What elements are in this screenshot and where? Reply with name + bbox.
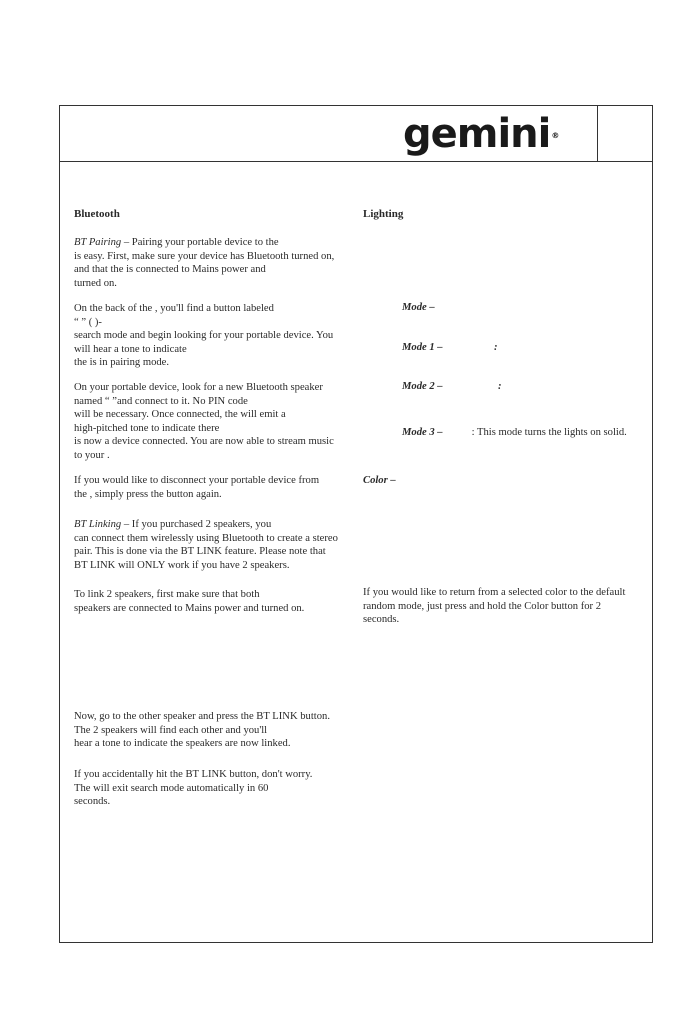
disconnect-line-2: the , simply press the button again. [74,488,222,500]
device-line-3: will be necessary. Once connected, the will emit a [74,409,286,420]
bt-linking-line-4: BT LINK will ONLY work if you have 2 speakers. [74,559,290,571]
device-line-6: to your . [74,449,110,461]
device-line-4: high-pitched tone to indicate there [74,422,220,434]
accident-line-3: seconds. [74,796,111,807]
lighting-heading: Lighting [363,208,404,220]
return-line-3: seconds. [363,614,400,625]
mode-1-colon: : [494,342,498,353]
mode-3-line: Mode 3 – : This mode turns the lights on solid. [402,427,627,438]
back-line-3: search mode and begin looking for your portable device. You [74,330,334,341]
device-line-5: is now a device connected. You are now able to stream music [74,436,334,447]
bt-linking-line-1: BT Linking – If you purchased 2 speakers, you [74,519,272,530]
back-line-5: the is in pairing mode. [74,357,170,368]
link-steps-line-1: To link 2 speakers, first make sure that both [74,589,260,600]
bluetooth-heading: Bluetooth [74,208,120,220]
bt-pairing-line-4: turned on. [74,277,117,289]
bt-linking-line-3: pair. This is done via the BT LINK feature. Please note that [74,546,326,557]
bt-pairing-line-3: and that the is connected to Mains power and [74,264,266,275]
mode-label: Mode – [402,302,435,313]
gemini-logo: gemini® [403,111,559,157]
back-line-2: “ ” ( )- [74,316,102,328]
header-corner-divider [597,105,598,162]
other-speaker-line-1: Now, go to the other speaker and press the BT LINK button. [74,711,330,722]
link-steps-line-2: speakers are connected to Mains power and turned on. [74,602,305,614]
bt-pairing-line-2: is easy. First, make sure your device has Bluetooth turned on, [74,250,335,262]
return-line-1: If you would like to return from a selected color to the default [363,587,626,598]
other-speaker-line-3: hear a tone to indicate the speakers are now linked. [74,738,291,749]
accident-line-2: The will exit search mode automatically in 60 [74,782,269,794]
mode-2-label: Mode 2 – [402,381,443,392]
color-label: Color – [363,475,396,486]
bt-linking-line-2: can connect them wirelessly using Bluetooth to create a stereo [74,532,338,544]
device-line-1: On your portable device, look for a new Bluetooth speaker [74,382,323,393]
disconnect-line-1: If you would like to disconnect your portable device from [74,475,320,486]
back-line-1: On the back of the , you'll find a button labeled [74,303,274,314]
header-divider [59,161,653,162]
other-speaker-line-2: The 2 speakers will find each other and you'll [74,724,268,736]
back-line-4: will hear a tone to indicate [74,343,187,355]
return-line-2: random mode, just press and hold the Color button for 2 [363,600,602,612]
mode-1-label: Mode 1 – [402,342,443,353]
accident-line-1: If you accidentally hit the BT LINK button, don't worry. [74,769,313,780]
mode-2-colon: : [498,381,502,392]
bt-pairing-line-1: BT Pairing – Pairing your portable device to the [74,237,279,248]
device-line-2: named “ ”and connect to it. No PIN code [74,395,248,407]
